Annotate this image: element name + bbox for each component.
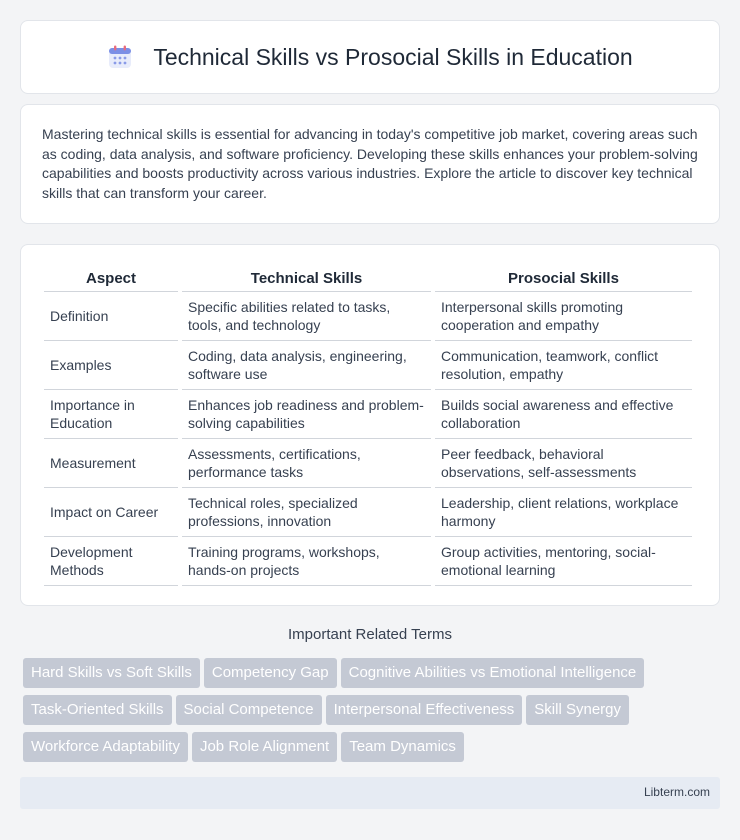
table-row [44, 488, 692, 537]
calendar-icon [107, 44, 133, 70]
aspect-cell: Importance in Education [44, 390, 178, 439]
related-term-tag[interactable]: Workforce Adaptability [23, 732, 188, 762]
intro-paragraph: Mastering technical skills is essential for advancing in today's competitive job market, covering areas such as coding, data analysis, and software proficiency. Developing these skills enhances your problem-solving capabilities and boosts productivity across various industries. Explore the article to discover key technical skills that can transform your career. [42, 126, 698, 201]
table-row [44, 341, 692, 390]
related-terms-heading: Important Related Terms [288, 626, 452, 643]
comparison-card [20, 244, 720, 606]
related-term-tag[interactable]: Competency Gap [204, 658, 337, 688]
related-term-tag[interactable]: Job Role Alignment [192, 732, 337, 762]
related-term-tag[interactable]: Team Dynamics [341, 732, 464, 762]
prosocial-cell: Builds social awareness and effective collaboration [435, 390, 692, 439]
related-term-tag[interactable]: Task-Oriented Skills [23, 695, 172, 725]
aspect-cell: Measurement [44, 439, 178, 488]
table-row [44, 439, 692, 488]
table-row [44, 537, 692, 586]
technical-cell: Assessments, certifications, performance tasks [182, 439, 431, 488]
table-header-row [44, 264, 692, 292]
table-row [44, 390, 692, 439]
prosocial-cell: Interpersonal skills promoting cooperation and empathy [435, 292, 692, 341]
technical-cell: Specific abilities related to tasks, tools, and technology [182, 292, 431, 341]
table-row [44, 292, 692, 341]
technical-cell: Enhances job readiness and problem-solving capabilities [182, 390, 431, 439]
title-card [20, 20, 720, 94]
aspect-cell: Examples [44, 341, 178, 390]
footer-site-link[interactable]: Libterm.com [643, 785, 710, 799]
related-term-tag[interactable]: Social Competence [176, 695, 322, 725]
page-title: Technical Skills vs Prosocial Skills in Education [153, 43, 633, 70]
aspect-cell: Development Methods [44, 537, 178, 586]
related-terms-list [23, 658, 723, 769]
prosocial-cell: Communication, teamwork, conflict resolution, empathy [435, 341, 692, 390]
column-header-aspect: Aspect [44, 264, 178, 292]
prosocial-cell: Group activities, mentoring, social-emotional learning [435, 537, 692, 586]
related-term-tag[interactable]: Cognitive Abilities vs Emotional Intelligence [341, 658, 645, 688]
related-term-tag[interactable]: Skill Synergy [526, 695, 629, 725]
footer [20, 777, 720, 809]
aspect-cell: Impact on Career [44, 488, 178, 537]
prosocial-cell: Leadership, client relations, workplace harmony [435, 488, 692, 537]
technical-cell: Technical roles, specialized professions, innovation [182, 488, 431, 537]
technical-cell: Coding, data analysis, engineering, software use [182, 341, 431, 390]
column-header-technical: Technical Skills [182, 264, 431, 292]
technical-cell: Training programs, workshops, hands-on projects [182, 537, 431, 586]
related-term-tag[interactable]: Hard Skills vs Soft Skills [23, 658, 200, 688]
related-term-tag[interactable]: Interpersonal Effectiveness [326, 695, 523, 725]
comparison-table [40, 264, 696, 586]
aspect-cell: Definition [44, 292, 178, 341]
prosocial-cell: Peer feedback, behavioral observations, self-assessments [435, 439, 692, 488]
intro-card [20, 104, 720, 224]
column-header-prosocial: Prosocial Skills [435, 264, 692, 292]
